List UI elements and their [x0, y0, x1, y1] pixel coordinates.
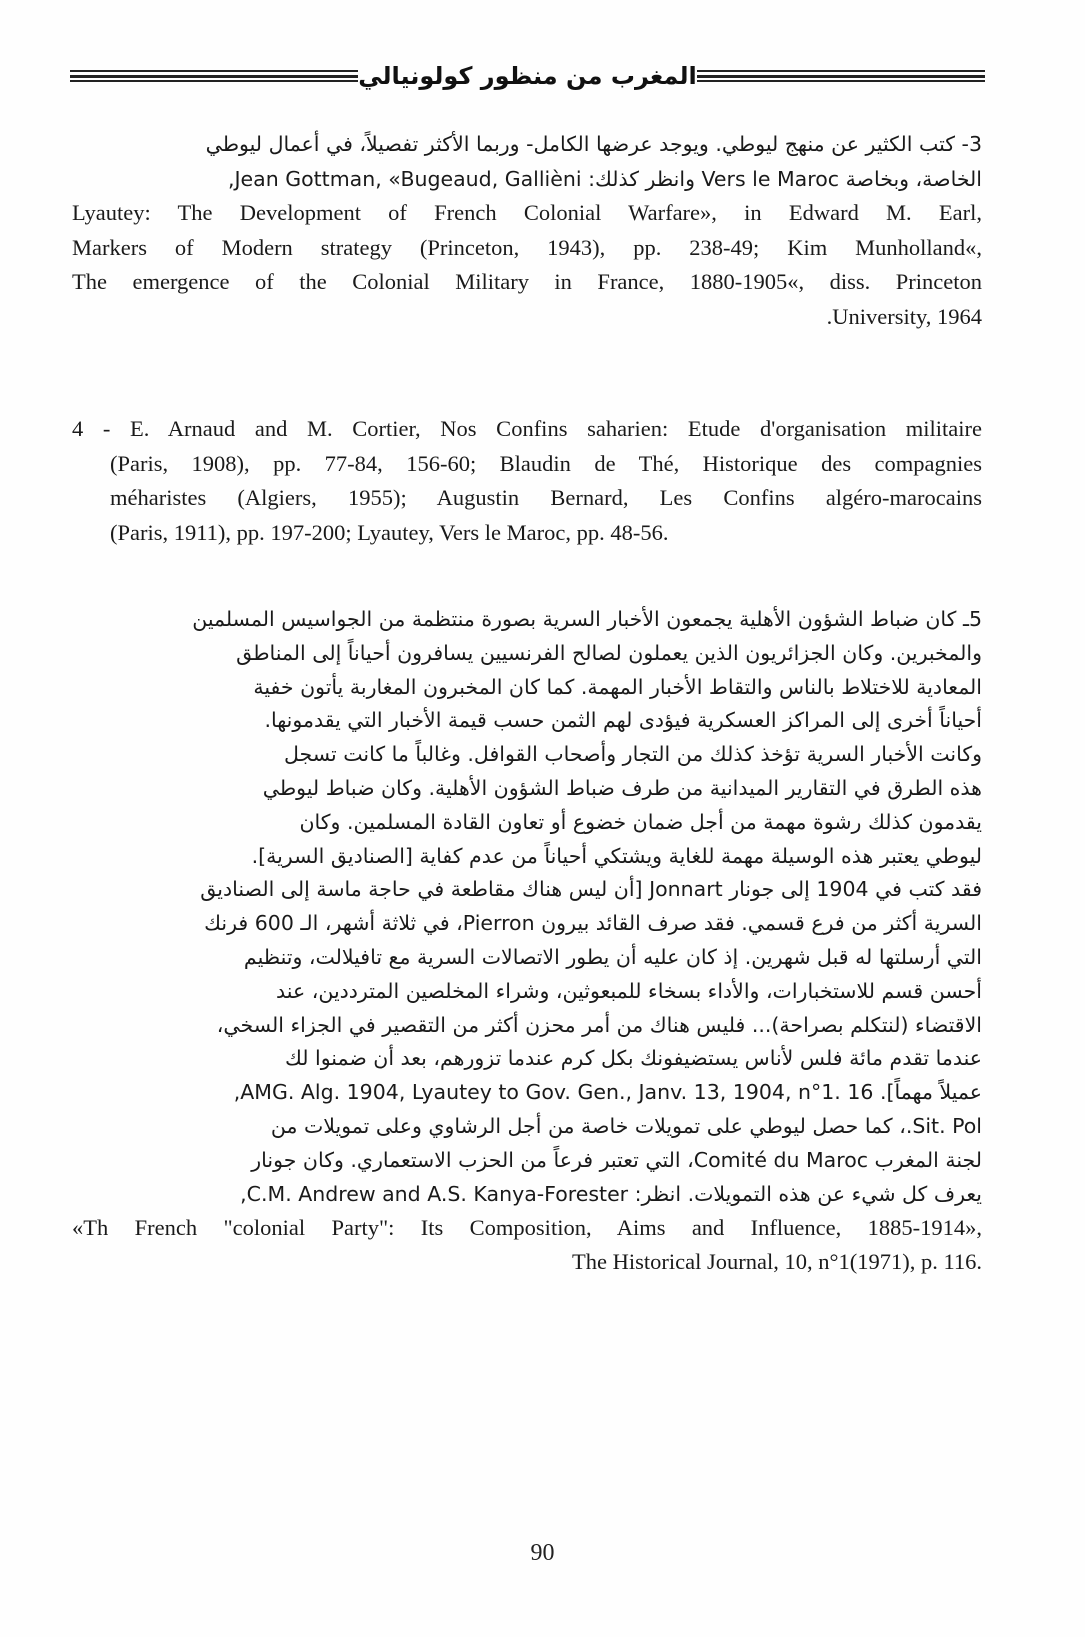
footnote-line: The Historical Journal, 10, n°1(1971), p. 116. — [572, 1249, 982, 1275]
header-rule-left — [70, 70, 358, 82]
footnote-3 — [72, 127, 982, 334]
footnote-line: أحياناً أخرى إلى المراكز العسكرية فيؤدى لهم الثمن حسب قيمة الأخبار التي يقدمونها. — [264, 708, 982, 733]
footnote-line: يقدمون كذلك رشوة مهمة من أجل ضمان خضوع أو تعاون القادة المسلمين. وكان — [299, 809, 982, 834]
footnote-line: ليوطي يعتبر هذه الوسيلة مهمة للغاية ويشتكي أحياناً من عدم كفاية [الصناديق السرية]. — [251, 843, 982, 868]
running-header — [70, 56, 985, 96]
footnote-line: يعرف كل شيء عن هذه التمويلات. انظر: C.M. Andrew and A.S. Kanya-Forester, — [240, 1181, 982, 1206]
running-header-title: المغرب من منظور كولونيالي — [358, 62, 697, 90]
footnote-line: الخاصة، وبخاصة Vers le Maroc وانظر كذلك: Jean Gottman, «Bugeaud, Gallièni, — [227, 166, 982, 191]
footnote-line: méharistes (Algiers, 1955); Augustin Bernard, Les Confins algéro-marocains — [110, 485, 982, 510]
footnote-line: التي أرسلتها له قبل شهرين. إذ كان عليه أن يطور الاتصالات السرية مع تافيلالت، وتنظيم — [243, 944, 982, 969]
footnote-5 — [72, 603, 982, 1279]
footnote-line: 5ـ كان ضباط الشؤون الأهلية يجمعون الأخبار السرية بصورة منتظمة من الجواسيس المسلمين — [192, 607, 982, 631]
footnote-line: (Paris, 1911), pp. 197-200; Lyautey, Vers le Maroc, pp. 48-56. — [110, 519, 669, 545]
footnote-line: وكانت الأخبار السرية تؤخذ كذلك من التجار وأصحاب القوافل. وغالباً ما كانت تسجل — [283, 742, 982, 767]
footnote-line: أحسن قسم للاستخبارات، والأداء بسخاء للمبعوثين، وشراء المخلصين المترددين، عند — [276, 978, 982, 1003]
footnote-line: والمخبرين. وكان الجزائريون الذين يعملون لصالح الفرنسيين يسافرون أحياناً إلى المناطق — [236, 640, 982, 665]
page-number: 90 — [530, 1540, 555, 1566]
footnote-line: هذه الطرق في التقارير الميدانية من طرف ضباط الشؤون الأهلية. وكان ضباط ليوطي — [262, 775, 982, 800]
footnote-line: Sit. Pol.، كما حصل ليوطي على تمويلات خاصة من أجل الرشاوي وعلى تمويلات من — [270, 1113, 982, 1138]
footnote-line: فقد كتب في 1904 إلى جونار Jonnart [أن ليس هناك مقاطعة في حاجة ماسة إلى الصناديق — [200, 877, 982, 902]
footnote-line: Markers of Modern strategy (Princeton, 1943), pp. 238-49; Kim Munholland«, — [72, 234, 982, 260]
footnote-line: .University, 1964 — [826, 303, 982, 329]
footnote-line: 4 - E. Arnaud and M. Cortier, Nos Confins saharien: Etude d'organisation militaire — [72, 416, 982, 441]
footnote-line: Lyautey: The Development of French Colonial Warfare», in Edward M. Earl, — [72, 200, 982, 225]
header-rule-right — [697, 70, 985, 82]
footnote-line: 3- كتب الكثير عن منهج ليوطي. ويوجد عرضها الكامل- وربما الأكثر تفصيلاً، في أعمال ليوطي — [205, 132, 982, 156]
footnote-line: The emergence of the Colonial Military in France, 1880-1905«, diss. Princeton — [72, 269, 982, 294]
footnote-line: الاقتضاء (لنتكلم بصراحة)... فليس هناك من أمر محزن أكثر من التقصير في الجزاء السخي، — [216, 1012, 982, 1037]
footnote-line: عندما تقدم مائة فلس لأناس يستضيفونك بكل كرم عندما تزورهم، بعد أن ضمنوا لك — [284, 1046, 982, 1071]
footnote-line: المعادية للاختلاط بالناس والتقاط الأخبار المهمة. كما كان المخبرون المغاربة يأتون خفية — [253, 674, 982, 699]
footnote-line: عميلاً مهماً]. AMG. Alg. 1904, Lyautey to Gov. Gen., Janv. 13, 1904, n°1. 16, — [233, 1080, 982, 1105]
footnote-line: لجنة المغرب Comité du Maroc، التي تعتبر فرعاً من الحزب الاستعماري. وكان جونار — [251, 1147, 982, 1172]
footnote-line: «Th French "colonial Party": Its Composition, Aims and Influence, 1885-1914», — [72, 1215, 982, 1241]
footnote-line: (Paris, 1908), pp. 77-84, 156-60; Blaudin de Thé, Historique des compagnies — [110, 450, 982, 476]
footnote-4 — [72, 412, 982, 550]
footnote-line: السرية أكثر من فرع قسمي. فقد صرف القائد بيرون Pierron، في ثلاثة أشهر، الـ 600 فرنك — [204, 911, 982, 936]
